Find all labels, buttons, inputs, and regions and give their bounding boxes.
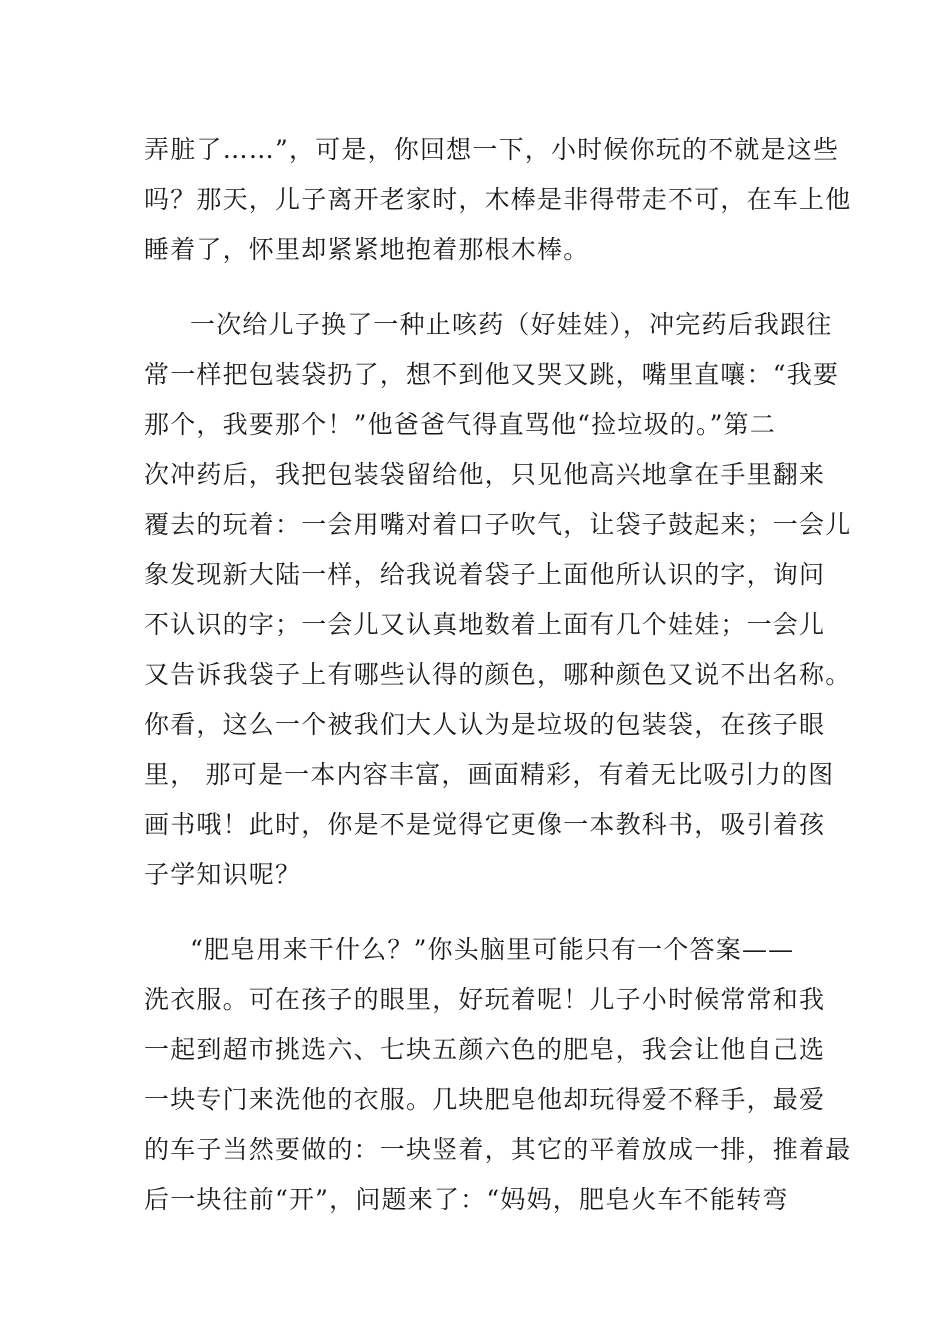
text-line: 又告诉我袋子上有哪些认得的颜色，哪种颜色又说不出名称。 [144,660,852,689]
text-line: 吗？那天，儿子离开老家时，木棒是非得带走不可，在车上他 [144,185,852,214]
text-line: 那个，我要那个！”他爸爸气得直骂他“捡垃圾的。”第二 [144,410,777,439]
text-line: 里， 那可是一本内容丰富，画面精彩，有着无比吸引力的图 [144,760,835,789]
text-line: 的车子当然要做的：一块竖着，其它的平着放成一排，推着最 [144,1135,852,1164]
text-line: 覆去的玩着：一会用嘴对着口子吹气，让袋子鼓起来；一会儿 [144,510,852,539]
text-line: 不认识的字；一会儿又认真地数着上面有几个娃娃；一会儿 [144,610,826,639]
text-line: “肥皂用来干什么？”你头脑里可能只有一个答案—— [190,935,795,964]
text-line: 象发现新大陆一样，给我说着袋子上面他所认识的字，询问 [144,560,826,589]
text-line: 一起到超市挑选六、七块五颜六色的肥皂，我会让他自己选 [144,1035,826,1064]
text-line: 子学知识呢？ [144,860,302,889]
text-line: 弄脏了……”，可是，你回想一下，小时候你玩的不就是这些 [144,135,840,164]
text-line: 常一样把包装袋扔了，想不到他又哭又跳，嘴里直嚷：“我要 [144,360,840,389]
text-line: 一块专门来洗他的衣服。几块肥皂他却玩得爱不释手，最爱 [144,1085,826,1114]
text-line: 洗衣服。可在孩子的眼里，好玩着呢！儿子小时候常常和我 [144,985,826,1014]
text-line: 睡着了，怀里却紧紧地抱着那根木棒。 [144,235,590,264]
text-line: 你看，这么一个被我们大人认为是垃圾的包装袋，在孩子眼 [144,710,826,739]
text-line: 一次给儿子换了一种止咳药（好娃娃），冲完药后我跟往 [190,310,833,339]
text-line: 次冲药后，我把包装袋留给他，只见他高兴地拿在手里翻来 [144,460,826,489]
text-line: 后一块往前“开”，问题来了：“妈妈，肥皂火车不能转弯 [144,1185,789,1214]
text-line: 画书哦！此时，你是不是觉得它更像一本教科书，吸引着孩 [144,810,826,839]
